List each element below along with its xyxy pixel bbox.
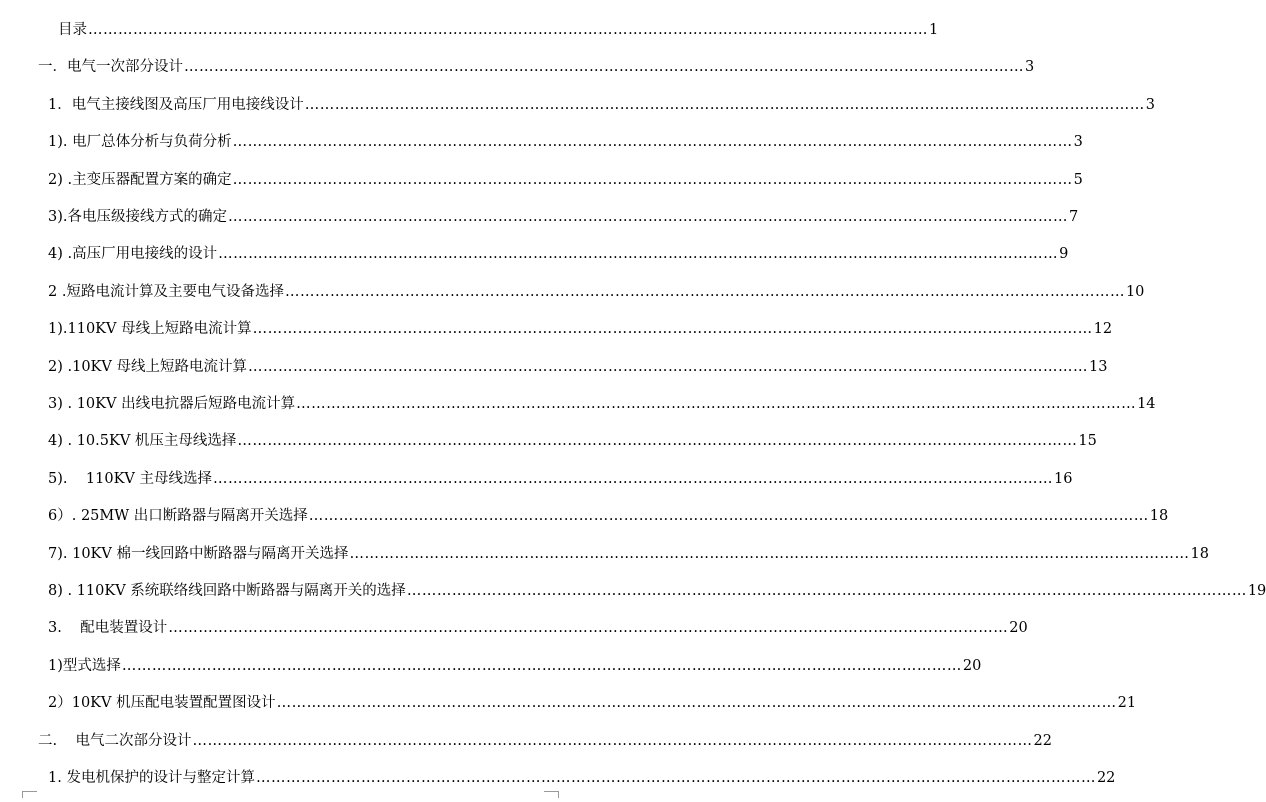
toc-entry-title: 7). 10KV 棉一线回路中断路器与隔离开关选择 <box>48 545 349 562</box>
toc-entry[interactable] <box>0 688 1137 718</box>
toc-entry-page-number: 9 <box>1059 246 1069 263</box>
toc-entry-title: 3).各电压级接线方式的确定 <box>48 209 227 225</box>
toc-dot-leader: …………………………………………………………………………………………………………………………………………………… <box>121 657 962 674</box>
toc-entry-row <box>48 389 1156 419</box>
toc-dot-leader: …………………………………………………………………………………………………………………………………………………… <box>308 508 1149 525</box>
toc-entry-title: 3. 配电装置设计 <box>48 620 168 637</box>
toc-entry-page-number: 22 <box>1033 732 1052 749</box>
toc-entry[interactable] <box>0 501 1169 531</box>
toc-entry[interactable] <box>0 239 1069 269</box>
toc-entry-title: 一．电气一次部分设计 <box>38 59 183 76</box>
toc-entry-row <box>38 52 1035 82</box>
toc-entry[interactable] <box>0 763 1116 793</box>
toc-entry-row <box>48 90 1155 120</box>
toc-entry[interactable] <box>0 389 1156 419</box>
toc-entry-page-number: 13 <box>1088 358 1108 375</box>
toc-entry-title: 目录 <box>58 22 87 38</box>
toc-entry-row <box>48 165 1083 195</box>
toc-entry-row <box>48 202 1079 232</box>
toc-entry[interactable] <box>0 726 1052 756</box>
toc-entry-title: 5). 110KV 主母线选择 <box>48 470 213 487</box>
toc-entry-row <box>48 464 1073 494</box>
toc-entry-title: 1)型式选择 <box>48 657 121 674</box>
toc-entry-title: 6）. 25MW 出口断路器与隔离开关选择 <box>48 508 308 525</box>
toc-entry[interactable] <box>0 426 1097 456</box>
toc-entry-page-number: 3 <box>1025 59 1035 76</box>
toc-entry-row <box>48 613 1028 643</box>
toc-entry[interactable] <box>0 314 1113 344</box>
toc-entry-title: 二. 电气二次部分设计 <box>38 732 192 749</box>
toc-dot-leader: …………………………………………………………………………………………………………………………………………………… <box>184 59 1024 76</box>
toc-entry-page-number: 14 <box>1137 396 1156 412</box>
toc-entry-row <box>58 15 939 45</box>
toc-entry-page-number: 3 <box>1145 96 1155 113</box>
toc-entry-title: 2）10KV 机压配电装置配置图设计 <box>48 695 276 712</box>
toc-entry-row <box>48 576 1266 606</box>
toc-entry-page-number: 16 <box>1054 470 1073 487</box>
toc-dot-leader: …………………………………………………………………………………………………………………………………………………… <box>88 22 928 38</box>
toc-entry[interactable] <box>0 464 1073 494</box>
toc-entry[interactable] <box>0 539 1209 569</box>
toc-entry[interactable] <box>0 613 1028 643</box>
toc-dot-leader: …………………………………………………………………………………………………………………………………………………… <box>296 396 1137 412</box>
toc-entry[interactable] <box>0 277 1145 307</box>
toc-dot-leader: …………………………………………………………………………………………………………………………………………………… <box>349 545 1190 562</box>
toc-dot-leader: …………………………………………………………………………………………………………………………………………………… <box>228 209 1068 225</box>
toc-entry-title: 3) . 10KV 出线电抗器后短路电流计算 <box>48 396 296 412</box>
toc-entry-page-number: 12 <box>1093 321 1113 338</box>
toc-entry-page-number: 1 <box>929 22 939 38</box>
toc-dot-leader: …………………………………………………………………………………………………………………………………………………… <box>255 770 1096 786</box>
toc-entry-page-number: 20 <box>1009 620 1028 637</box>
toc-entry-title: 8) . 110KV 系统联络线回路中断路器与隔离开关的选择 <box>48 583 406 599</box>
toc-entry-row <box>48 763 1116 793</box>
toc-entry-title: 4) . 10.5KV 机压主母线选择 <box>48 433 237 450</box>
toc-entry-page-number: 20 <box>962 657 982 674</box>
toc-entry-page-number: 21 <box>1117 695 1137 712</box>
toc-entry[interactable] <box>0 165 1083 195</box>
toc-entry-title: 1).110KV 母线上短路电流计算 <box>48 321 252 338</box>
toc-entry-title: 1．电气主接线图及高压厂用电接线设计 <box>48 96 304 113</box>
toc-entry-row <box>48 501 1169 531</box>
toc-entry-row <box>48 314 1113 344</box>
toc-entry-page-number: 5 <box>1073 171 1083 188</box>
toc-entry-title: 2) .10KV 母线上短路电流计算 <box>48 358 247 375</box>
toc-dot-leader: …………………………………………………………………………………………………………………………………………………… <box>232 134 1073 151</box>
toc-entry-page-number: 18 <box>1190 545 1209 562</box>
toc-entry-page-number: 18 <box>1149 508 1169 525</box>
toc-dot-leader: …………………………………………………………………………………………………………………………………………………… <box>284 283 1125 300</box>
toc-entry-page-number: 19 <box>1247 583 1266 599</box>
toc-entry-title: 1. 发电机保护的设计与整定计算 <box>48 770 255 786</box>
toc-entry[interactable] <box>0 651 982 681</box>
toc-entry[interactable] <box>0 202 1079 232</box>
toc-dot-leader: …………………………………………………………………………………………………………………………………………………… <box>252 321 1093 338</box>
toc-entry-title: 2) .主变压器配置方案的确定 <box>48 171 232 188</box>
toc-entry-row <box>48 688 1137 718</box>
toc-dot-leader: …………………………………………………………………………………………………………………………………………………… <box>304 96 1145 113</box>
toc-entry-row <box>48 539 1209 569</box>
toc-entry[interactable] <box>0 352 1108 382</box>
toc-entry-title: 4) .高压厂用电接线的设计 <box>48 246 218 263</box>
toc-dot-leader: …………………………………………………………………………………………………………………………………………………… <box>192 732 1033 749</box>
toc-dot-leader: …………………………………………………………………………………………………………………………………………………… <box>406 583 1247 599</box>
toc-entry-row <box>48 127 1083 157</box>
toc-entry-row <box>38 726 1052 756</box>
toc-dot-leader: …………………………………………………………………………………………………………………………………………………… <box>276 695 1117 712</box>
toc-entry-title: 1). 电厂总体分析与负荷分析 <box>48 134 232 151</box>
toc-entry[interactable] <box>0 52 1035 82</box>
toc-entry-row <box>48 651 982 681</box>
toc-entry-row <box>48 277 1145 307</box>
toc-entry-row <box>48 352 1108 382</box>
toc-entry-page-number: 10 <box>1125 283 1145 300</box>
toc-entry[interactable] <box>0 127 1083 157</box>
toc-entry-page-number: 3 <box>1073 134 1083 151</box>
toc-dot-leader: …………………………………………………………………………………………………………………………………………………… <box>218 246 1059 263</box>
toc-entry[interactable] <box>0 576 1266 606</box>
toc-entry-title: 2 .短路电流计算及主要电气设备选择 <box>48 283 284 300</box>
toc-entry[interactable] <box>0 15 939 45</box>
toc-entry-row <box>48 426 1097 456</box>
toc-entry-page-number: 22 <box>1096 770 1116 786</box>
toc-dot-leader: …………………………………………………………………………………………………………………………………………………… <box>168 620 1009 637</box>
toc-entry-row <box>48 239 1069 269</box>
toc-dot-leader: …………………………………………………………………………………………………………………………………………………… <box>213 470 1054 487</box>
toc-dot-leader: …………………………………………………………………………………………………………………………………………………… <box>247 358 1088 375</box>
toc-dot-leader: …………………………………………………………………………………………………………………………………………………… <box>232 171 1073 188</box>
toc-entry-page-number: 7 <box>1069 209 1079 225</box>
toc-entry-page-number: 15 <box>1078 433 1097 450</box>
toc-entry[interactable] <box>0 90 1155 120</box>
toc-dot-leader: …………………………………………………………………………………………………………………………………………………… <box>237 433 1078 450</box>
